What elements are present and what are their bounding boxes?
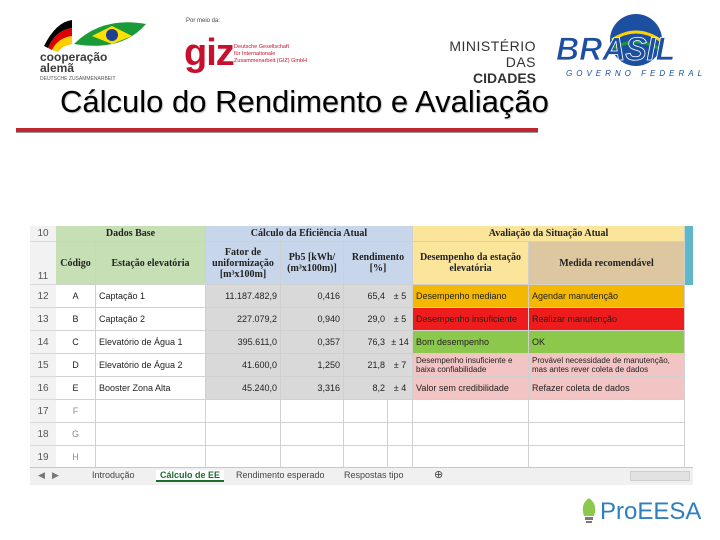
cell-estacao[interactable] bbox=[96, 446, 206, 469]
row-number: 15 bbox=[30, 354, 56, 377]
coop-text bbox=[40, 52, 107, 74]
cell-codigo[interactable]: G bbox=[56, 423, 96, 446]
cell-rend[interactable]: 29,0 bbox=[344, 308, 388, 331]
col-header-estacao: Estação elevatória bbox=[96, 242, 206, 285]
sheet-tab-bar bbox=[30, 467, 693, 485]
cell-codigo[interactable]: F bbox=[56, 400, 96, 423]
row-number: 12 bbox=[30, 285, 56, 308]
cell-rend[interactable] bbox=[344, 400, 388, 423]
add-sheet-icon[interactable]: ⊕ bbox=[434, 469, 444, 481]
giz-desc-line-3: Zusammenarbeit (GIZ) GmbH bbox=[234, 58, 308, 64]
col-header-pb: Pb5 [kWh/ (m³x100m)] bbox=[281, 242, 344, 285]
tab-calculo-ee[interactable]: Cálculo de EE bbox=[156, 470, 224, 482]
cell-desempenho[interactable]: Bom desempenho bbox=[413, 331, 529, 354]
cell-medida[interactable]: Provável necessidade de manutenção, mas antes rever coleta de dados bbox=[529, 354, 685, 377]
cell-estacao[interactable]: Booster Zona Alta bbox=[96, 377, 206, 400]
cell-desempenho[interactable]: Desempenho insuficiente e baixa confiabilidade bbox=[413, 354, 529, 377]
cell-tol[interactable]: ± 5 bbox=[388, 308, 413, 331]
spreadsheet bbox=[30, 226, 693, 484]
giz-desc-line-2: für Internationale bbox=[234, 51, 276, 57]
cell-desempenho[interactable]: Desempenho mediano bbox=[413, 285, 529, 308]
ministry-line-1: MINISTÉRIO DAS bbox=[449, 38, 536, 70]
cell-pb[interactable]: 3,316 bbox=[281, 377, 344, 400]
giz-prefix: Por meio da: bbox=[186, 18, 221, 24]
row-number: 16 bbox=[30, 377, 56, 400]
cell-desempenho[interactable] bbox=[413, 423, 529, 446]
leaf-bulb-icon bbox=[578, 496, 600, 526]
ministerio-cidades-logo bbox=[416, 38, 536, 86]
group-header-dados-base: Dados Base bbox=[56, 226, 206, 242]
horizontal-scrollbar[interactable] bbox=[630, 471, 690, 481]
cell-tol[interactable]: ± 14 bbox=[388, 331, 413, 354]
row-number: 11 bbox=[30, 242, 56, 285]
row-number: 17 bbox=[30, 400, 56, 423]
tab-scroll-right-icon[interactable]: ▶ bbox=[52, 470, 59, 480]
brasil-word: BRASIL bbox=[556, 31, 676, 67]
coop-line-1: cooperação bbox=[40, 50, 108, 64]
cell-pb[interactable] bbox=[281, 446, 344, 469]
cell-medida[interactable]: Agendar manutenção bbox=[529, 285, 685, 308]
cell-codigo[interactable]: A bbox=[56, 285, 96, 308]
group-header-eficiencia: Cálculo da Eficiência Atual bbox=[206, 226, 413, 242]
cell-rend[interactable] bbox=[344, 423, 388, 446]
proeesa-logo bbox=[578, 496, 702, 528]
cell-medida[interactable] bbox=[529, 423, 685, 446]
tab-respostas-tipo[interactable]: Respostas tipo bbox=[344, 470, 404, 480]
cell-fator[interactable]: 45.240,0 bbox=[206, 377, 281, 400]
giz-description bbox=[234, 44, 334, 65]
cell-pb[interactable] bbox=[281, 400, 344, 423]
cell-tol[interactable]: ± 4 bbox=[388, 377, 413, 400]
cell-rend[interactable]: 65,4 bbox=[344, 285, 388, 308]
col-header-fator: Fator de uniformização [m³x100m] bbox=[206, 242, 281, 285]
cell-rend[interactable] bbox=[344, 446, 388, 469]
cell-pb[interactable]: 0,940 bbox=[281, 308, 344, 331]
cell-estacao[interactable]: Elevatório de Água 2 bbox=[96, 354, 206, 377]
tab-scroll-left-icon[interactable]: ◀ bbox=[38, 470, 45, 480]
cell-medida[interactable]: Realizar manutenção bbox=[529, 308, 685, 331]
cell-medida[interactable] bbox=[529, 446, 685, 469]
row-number: 19 bbox=[30, 446, 56, 469]
row-number: 10 bbox=[30, 226, 56, 242]
col-header-medida: Medida recomendável bbox=[529, 242, 685, 285]
col-header-codigo: Código bbox=[56, 242, 96, 285]
cell-fator[interactable]: 11.187.482,9 bbox=[206, 285, 281, 308]
cell-medida[interactable]: OK bbox=[529, 331, 685, 354]
cell-codigo[interactable]: B bbox=[56, 308, 96, 331]
page-title: Cálculo do Rendimento e Avaliação bbox=[60, 84, 549, 119]
cell-fator[interactable] bbox=[206, 446, 281, 469]
row-number: 13 bbox=[30, 308, 56, 331]
giz-wordmark: giz bbox=[184, 32, 234, 74]
cell-tol[interactable]: ± 7 bbox=[388, 354, 413, 377]
cell-tol[interactable] bbox=[388, 446, 413, 469]
cell-tol[interactable] bbox=[388, 423, 413, 446]
coop-subtitle: DEUTSCHE ZUSAMMENARBEIT bbox=[40, 76, 116, 82]
cell-estacao[interactable] bbox=[96, 423, 206, 446]
cell-pb[interactable]: 0,357 bbox=[281, 331, 344, 354]
cell-medida[interactable]: Refazer coleta de dados bbox=[529, 377, 685, 400]
brasil-governo-logo bbox=[552, 10, 712, 80]
cell-pb[interactable]: 1,250 bbox=[281, 354, 344, 377]
row-number: 14 bbox=[30, 331, 56, 354]
brasil-sub: GOVERNO FEDERAL bbox=[566, 69, 707, 78]
ministry-line-2: CIDADES bbox=[472, 70, 536, 86]
cell-estacao[interactable] bbox=[96, 400, 206, 423]
cell-medida[interactable] bbox=[529, 400, 685, 423]
group-header-situacao: Avaliação da Situação Atual bbox=[413, 226, 685, 242]
cell-codigo[interactable]: H bbox=[56, 446, 96, 469]
brasil-globe-icon bbox=[552, 10, 712, 80]
cell-tol[interactable] bbox=[388, 400, 413, 423]
cell-rend[interactable]: 21,8 bbox=[344, 354, 388, 377]
col-header-rendimento: Rendimento [%] bbox=[344, 242, 413, 285]
cell-codigo[interactable]: C bbox=[56, 331, 96, 354]
cell-rend[interactable]: 76,3 bbox=[344, 331, 388, 354]
cell-desempenho[interactable]: Desempenho insuficiente bbox=[413, 308, 529, 331]
cell-estacao[interactable]: Captação 1 bbox=[96, 285, 206, 308]
tab-rendimento-esperado[interactable]: Rendimento esperado bbox=[236, 470, 325, 480]
cell-codigo[interactable]: D bbox=[56, 354, 96, 377]
tab-introducao[interactable]: Introdução bbox=[92, 470, 135, 480]
giz-desc-line-1: Deutsche Gesellschaft bbox=[234, 44, 290, 50]
cell-estacao[interactable]: Captação 2 bbox=[96, 308, 206, 331]
cell-codigo[interactable]: E bbox=[56, 377, 96, 400]
coop-line-2: alemã bbox=[40, 61, 75, 75]
cell-fator[interactable] bbox=[206, 400, 281, 423]
cell-fator[interactable]: 395.611,0 bbox=[206, 331, 281, 354]
cell-pb[interactable]: 0,416 bbox=[281, 285, 344, 308]
title-divider-shadow bbox=[16, 132, 538, 133]
cell-desempenho[interactable] bbox=[413, 446, 529, 469]
cell-pb[interactable] bbox=[281, 423, 344, 446]
cell-estacao[interactable]: Elevatório de Água 1 bbox=[96, 331, 206, 354]
cell-desempenho[interactable] bbox=[413, 400, 529, 423]
row-number: 18 bbox=[30, 423, 56, 446]
giz-logo bbox=[184, 16, 334, 80]
cooperacao-alema-logo bbox=[36, 12, 148, 80]
cell-desempenho[interactable]: Valor sem credibilidade bbox=[413, 377, 529, 400]
cell-tol[interactable]: ± 5 bbox=[388, 285, 413, 308]
cell-rend[interactable]: 8,2 bbox=[344, 377, 388, 400]
cell-fator[interactable]: 41.600,0 bbox=[206, 354, 281, 377]
col-header-desempenho: Desempenho da estação elevatória bbox=[413, 242, 529, 285]
cell-fator[interactable]: 227.079,2 bbox=[206, 308, 281, 331]
column-edge bbox=[685, 226, 693, 285]
cell-fator[interactable] bbox=[206, 423, 281, 446]
proeesa-wordmark: ProEESA bbox=[600, 498, 702, 525]
